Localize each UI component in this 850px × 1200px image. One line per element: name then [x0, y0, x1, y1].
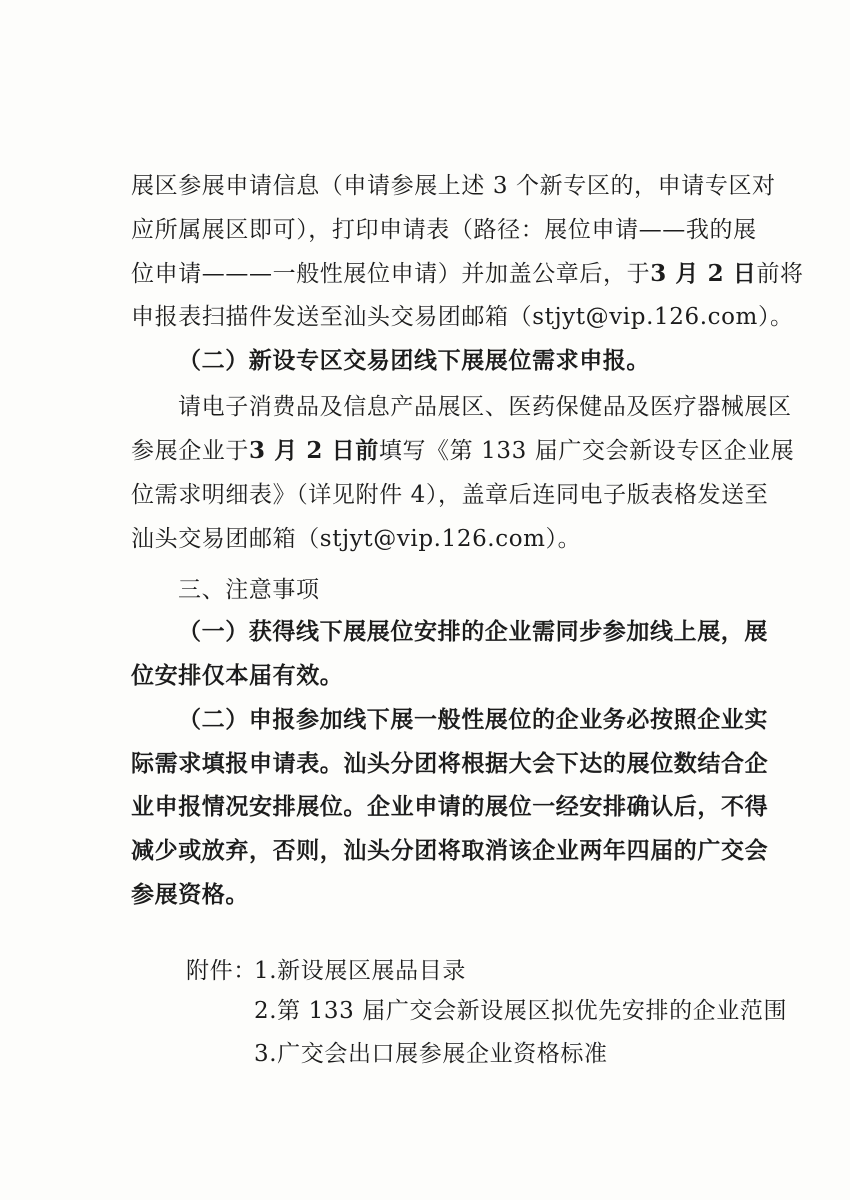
paragraph1-line1: 展区参展申请信息（申请参展上述 3 个新专区的，申请专区对 [131, 173, 776, 199]
attachment-item-3: 3.广交会出口展参展企业资格标准 [254, 1041, 608, 1067]
paragraph1-line3 [131, 259, 804, 289]
paragraph2-line2 [131, 436, 794, 466]
note2-line1: （二）申报参加线下展一般性展位的企业务必按照企业实 [178, 707, 768, 733]
paragraph1-line3-text-a: 位申请———一般性展位申请）并加盖公章后，于 [131, 261, 651, 287]
note1-line1: （一）获得线下展展位安排的企业需同步参加线上展，展 [178, 619, 768, 645]
note2-line5: 参展资格。 [131, 882, 249, 908]
paragraph2-line3: 位需求明细表》（详见附件 4），盖章后连同电子版表格发送至 [131, 482, 769, 508]
attachment-item-1: 1.新设展区展品目录 [254, 958, 466, 984]
note2-line3: 业申报情况安排展位。企业申请的展位一经安排确认后，不得 [131, 794, 769, 820]
attachments-label: 附件： [186, 958, 257, 984]
note2-line4: 减少或放弃，否则，汕头分团将取消该企业两年四届的广交会 [131, 838, 769, 864]
paragraph1-line4: 申报表扫描件发送至汕头交易团邮箱（stjyt@vip.126.com）。 [131, 304, 794, 330]
attachment-item-2: 2.第 133 届广交会新设展区拟优先安排的企业范围 [254, 998, 788, 1024]
note2-line2: 际需求填报申请表。汕头分团将根据大会下达的展位数结合企 [131, 751, 769, 777]
paragraph2-line2-text-a: 参展企业于 [131, 438, 249, 464]
paragraph2-line4: 汕头交易团邮箱（stjyt@vip.126.com）。 [131, 526, 582, 552]
subheading-new-zone-booth-demand: （二）新设专区交易团线下展展位需求申报。 [178, 348, 650, 374]
paragraph1-line2: 应所属展区即可），打印申请表（路径：展位申请——我的展 [131, 217, 757, 243]
paragraph2-line2-text-b: 填写《第 133 届广交会新设专区企业展 [378, 438, 795, 464]
note1-line2: 位安排仅本届有效。 [131, 663, 344, 689]
paragraph2-line1: 请电子消费品及信息产品展区、医药保健品及医疗器械展区 [178, 394, 792, 420]
paragraph1-line3-text-b: 前将 [756, 261, 804, 287]
section-heading-notes: 三、注意事项 [178, 577, 320, 603]
deadline-date-2: 3 月 2 日前 [249, 437, 379, 464]
deadline-date-1: 3 月 2 日 [650, 260, 757, 287]
